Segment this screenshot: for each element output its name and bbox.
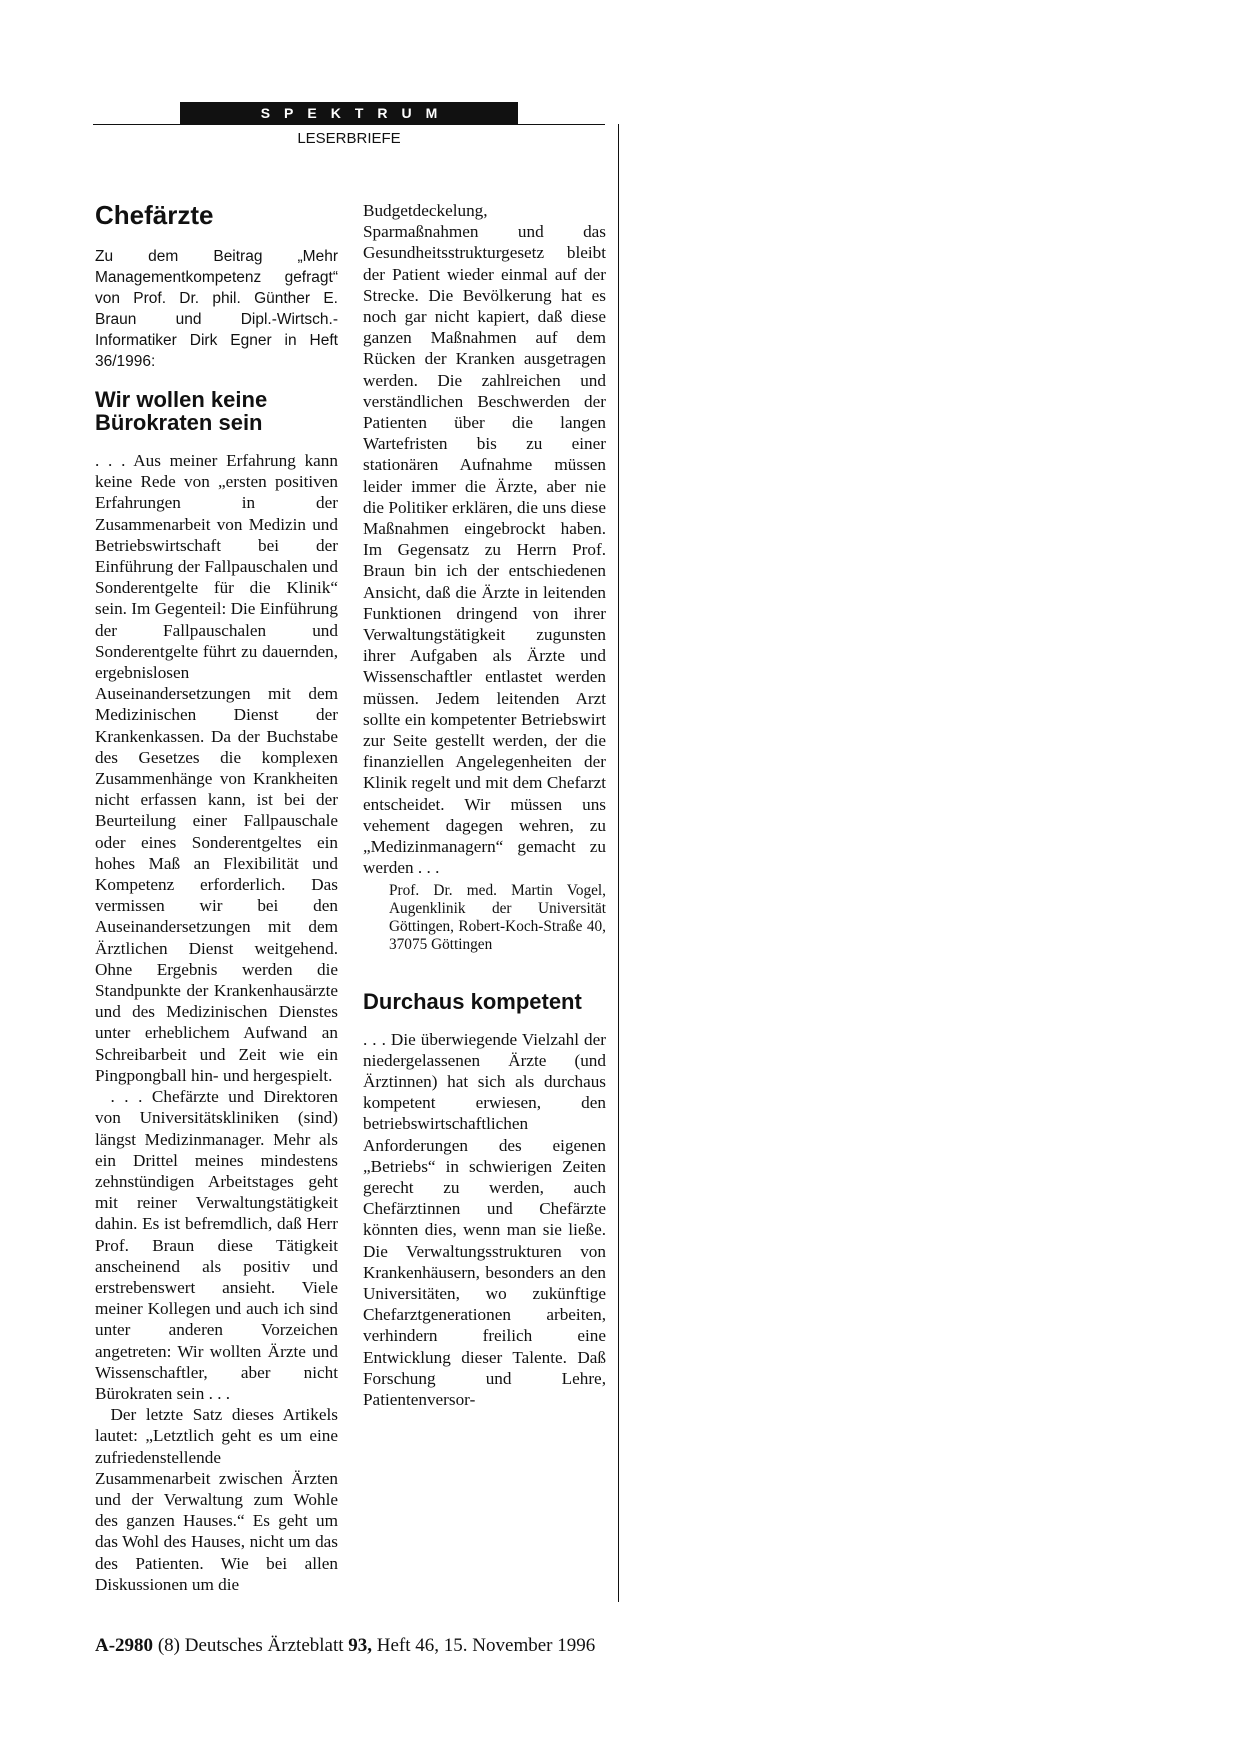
letter1-signature: Prof. Dr. med. Martin Vogel, Augenklinik der Universität Göttingen, Robert-Koch-Straße 40, 37075 Göttingen [389,881,606,953]
footer-journal: Deutsches Ärzteblatt [184,1635,344,1656]
article-intro: Zu dem Beitrag „Mehr Managementkompetenz gefragt“ von Prof. Dr. phil. Günther E. Braun und Dipl.-Wirtsch.-Informatiker Dirk Egner in Heft 36/1996: [95,248,338,370]
footer-volume: 93, [348,1635,373,1656]
letter1-title: Wir wollen keine Bürokraten sein [95,387,268,435]
footer-issue: Heft 46, 15. November 1996 [376,1635,596,1656]
header-rule [93,124,605,125]
letter2-title: Durchaus kompetent [363,988,582,1014]
footer-page-code: A-2980 [95,1635,154,1656]
page-footer [95,1635,595,1657]
column-rule [618,124,619,1602]
letter2-paragraph-1: . . . Die überwiegende Vielzahl der niedergelassenen Ärzte (und Ärztinnen) hat sich als durchaus kompetent erwiesen, den betriebswirtschaftlichen Anforderungen des eigenen „Betriebs“ in schwierigen Zeiten gerecht zu werden, auch Chefärztinnen und Chefärzte könnten dies, wenn man sie ließe. Die Verwaltungsstrukturen von Krankenhäusern, besonders an den Universitäten, wo zukünftige Chefarztgenerationen arbeiten, verhindern freilich eine Entwicklung dieser Talente. Daß Forschung und Lehre, Patientenversor- [363,1029,606,1409]
letter1-paragraph-3-continued: Budgetdeckelung, Sparmaßnahmen und das Gesundheitsstrukturgesetz bleibt der Patient wieder einmal auf der Strecke. Die Bevölkerung hat es noch gar nicht kapiert, daß diese ganzen Maßnahmen auf dem Rücken der Kranken ausgetragen werden. Die zahlreichen und verständlichen Beschwerden der Patienten über die langen Wartefristen bis zu einer stationären Aufnahme müssen leider immer die Ärzte, aber nie die Politiker erklären, die uns diese Maßnahmen eingebrockt haben. Im Gegensatz zu Herrn Prof. Braun bin ich der entschiedenen Ansicht, daß die Ärzte in leitenden Funktionen dringend von ihrer Verwaltungstätigkeit zugunsten ihrer Aufgaben als Ärzte und Wissenschaftler entlastet werden müssen. Jedem leitenden Arzt sollte ein kompetenter Betriebswirt zur Seite gestellt werden, der die finanziellen Angelegenheiten der Klinik regelt und mit dem Chefarzt entscheidet. Wir müssen uns vehement dagegen wehren, zu „Medizinmanagern“ gemacht zu werden . . . [363,201,606,878]
column-left [95,200,338,1595]
section-banner: SPEKTRUM [180,102,518,124]
letter1-paragraph-2: . . . Chefärzte und Direktoren von Universitätskliniken (sind) längst Medizinmanager. Mehr als ein Drittel meines mindestens zehnstündigen Arbeitstages geht mit reiner Verwaltungstätigkeit dahin. Es ist befremdlich, daß Herr Prof. Braun diese Tätigkeit anscheinend als positiv und erstrebenswert ansieht. Viele meiner Kollegen und auch ich sind unter anderen Vorzeichen angetreten: Wir wollten Ärzte und Wissenschaftler, aber nicht Bürokraten sein . . . [95,1087,338,1403]
article-title: Chefärzte [95,200,214,230]
section-subtitle: LESERBRIEFE [297,130,401,147]
column-right [363,200,606,1410]
letter1-paragraph-1: . . . Aus meiner Erfahrung kann keine Rede von „ersten positiven Erfahrungen in der Zusammenarbeit von Medizin und Betriebswirtschaft bei der Einführung der Fallpauschalen und Sonderentgelte für die Klinik“ sein. Im Gegenteil: Die Einführung der Fallpauschalen und Sonderentgelte führt zu dauernden, ergebnislosen Auseinandersetzungen mit dem Medizinischen Dienst der Krankenkassen. Da der Buchstabe des Gesetzes die komplexen Zusammenhänge von Krankheiten nicht erfassen kann, ist bei der Beurteilung einer Fallpauschale oder eines Sonderentgeltes ein hohes Maß an Flexibilität und Kompetenz erforderlich. Das vermissen wir bei den Auseinandersetzungen mit dem Ärztlichen Dienst weitgehend. Ohne Ergebnis werden die Standpunkte der Krankenhausärzte und des Medizinischen Dienstes unter erheblichem Aufwand an Schreibarbeit und Zeit wie ein Pingpongball hin- und hergespielt. [95,451,338,1085]
footer-page-number: (8) [157,1635,180,1656]
letter1-paragraph-3: Der letzte Satz dieses Artikels lautet: „Letztlich geht es um eine zufriedenstellende Zusammenarbeit zwischen Ärzten und der Verwaltung zum Wohle des ganzen Hauses.“ Es geht um das Wohl des Hauses, nicht um das des Patienten. Wie bei allen Diskussionen um die [95,1405,338,1594]
